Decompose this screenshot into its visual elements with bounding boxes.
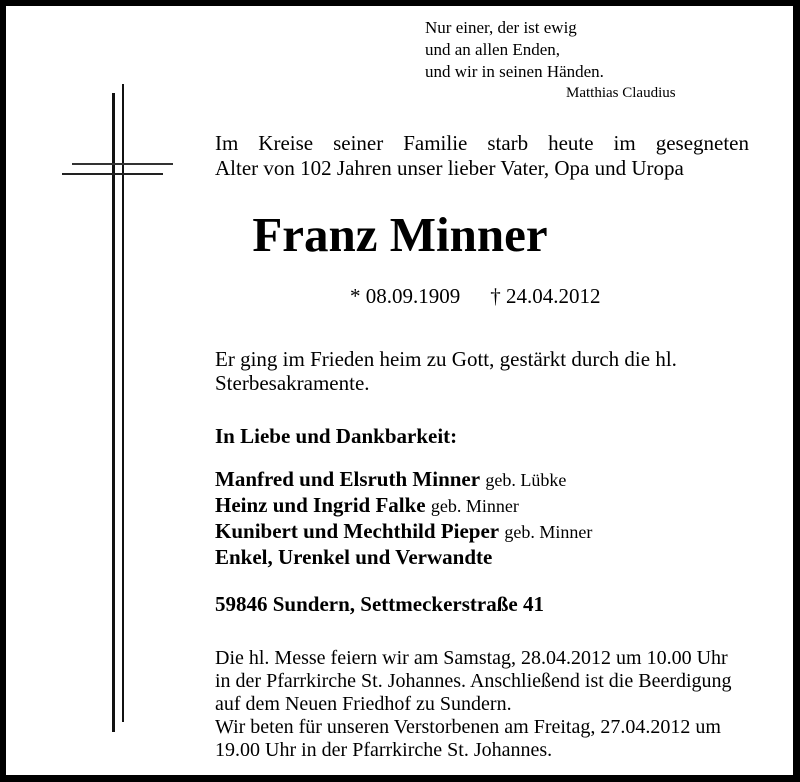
- mourners-list: [215, 467, 592, 570]
- mourners-heading: In Liebe und Dankbarkeit:: [215, 424, 458, 448]
- motto-line: Nur einer, der ist ewig: [425, 18, 577, 37]
- mourner-note: geb. Minner: [504, 522, 593, 542]
- service-line: Wir beten für unseren Verstorbenen am Freitag, 27.04.2012 um: [215, 716, 721, 738]
- intro-line: Alter von 102 Jahren unser lieber Vater, Opa und Uropa: [215, 156, 684, 180]
- motto-quote: [425, 17, 604, 83]
- intro-line: Im Kreise seiner Familie starb heute im gesegneten: [215, 131, 749, 155]
- address: 59846 Sundern, Settmeckerstraße 41: [215, 592, 544, 616]
- sacrament-line: Er ging im Frieden heim zu Gott, gestärkt durch die hl.: [215, 347, 677, 371]
- service-line: in der Pfarrkirche St. Johannes. Anschließend ist die Beerdigung: [215, 670, 732, 692]
- intro-text: [215, 131, 749, 181]
- mourner-name: Enkel, Urenkel und Verwandte: [215, 545, 493, 569]
- motto-line: und an allen Enden,: [425, 40, 561, 59]
- service-line: 19.00 Uhr in der Pfarrkirche St. Johannes.: [215, 739, 553, 761]
- motto-author: Matthias Claudius: [566, 85, 676, 101]
- mourner-note: geb. Minner: [430, 496, 519, 516]
- mourner-name: Heinz und Ingrid Falke: [215, 493, 426, 517]
- mourner-entry: [215, 493, 592, 519]
- mourner-name: Manfred und Elsruth Minner: [215, 467, 481, 491]
- motto-line: und wir in seinen Händen.: [425, 62, 604, 81]
- birth-date: * 08.09.1909: [350, 284, 461, 308]
- life-dates: [350, 283, 601, 309]
- deceased-name: Franz Minner: [252, 207, 548, 262]
- mourner-note: geb. Lübke: [485, 470, 567, 490]
- mourner-entry: [215, 545, 592, 570]
- death-date: † 24.04.2012: [490, 284, 601, 308]
- service-line: auf dem Neuen Friedhof zu Sundern.: [215, 693, 512, 715]
- service-line: Die hl. Messe feiern wir am Samstag, 28.04.2012 um 10.00 Uhr: [215, 647, 728, 669]
- mourner-entry: [215, 519, 592, 545]
- sacrament-text: [215, 347, 677, 395]
- service-info: [215, 647, 732, 762]
- sacrament-line: Sterbesakramente.: [215, 371, 370, 395]
- mourner-entry: [215, 467, 592, 493]
- mourner-name: Kunibert und Mechthild Pieper: [215, 519, 500, 543]
